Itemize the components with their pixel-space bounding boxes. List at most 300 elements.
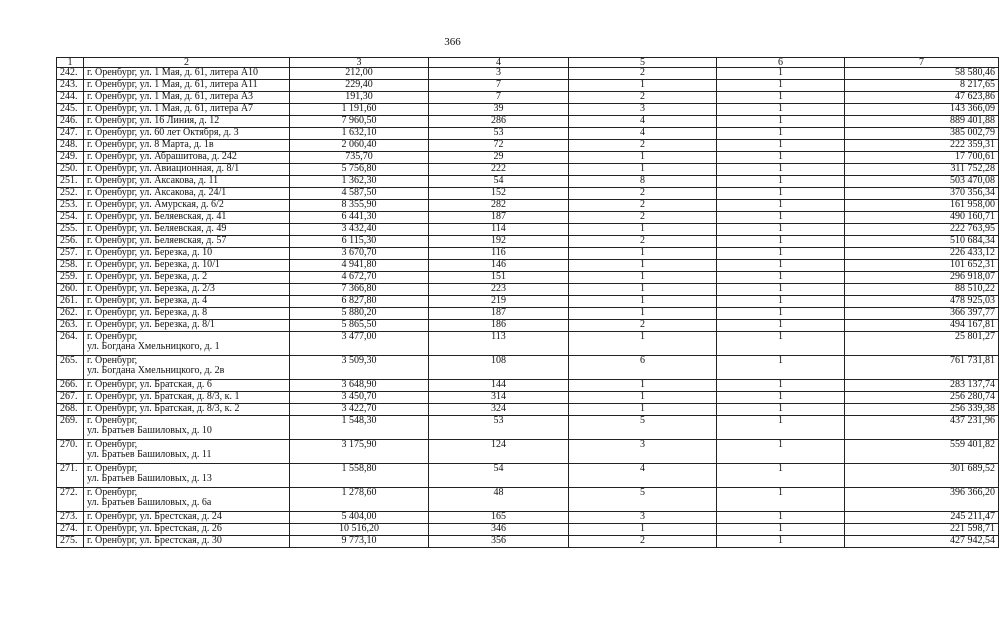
column-6-cell: 1: [717, 404, 845, 416]
column-4-cell: 165: [429, 512, 569, 524]
row-number-cell: 271.: [57, 464, 84, 488]
column-4-cell: 39: [429, 104, 569, 116]
column-7-cell: 370 356,34: [845, 188, 999, 200]
column-3-cell: 3 477,00: [290, 332, 429, 356]
column-7-cell: 301 689,52: [845, 464, 999, 488]
column-5-cell: 2: [569, 320, 717, 332]
address-cell: [84, 260, 290, 272]
row-number-cell: 272.: [57, 488, 84, 512]
column-3-cell: 4 587,50: [290, 188, 429, 200]
address-line: г. Оренбург, ул. Брестская, д. 26: [87, 523, 222, 534]
address-line: г. Оренбург, ул. Аксакова, д. 24/1: [87, 187, 227, 198]
row-number-cell: 252.: [57, 188, 84, 200]
column-3-cell: 1 278,60: [290, 488, 429, 512]
column-6-cell: 1: [717, 92, 845, 104]
address-cell: [84, 440, 290, 464]
column-3-cell: 6 115,30: [290, 236, 429, 248]
address-line: г. Оренбург, ул. Березка, д. 2: [87, 271, 208, 282]
column-5-cell: 2: [569, 140, 717, 152]
column-7-cell: 25 801,27: [845, 332, 999, 356]
page-number: 366: [444, 36, 461, 48]
column-5-cell: 5: [569, 416, 717, 440]
row-number-cell: 243.: [57, 80, 84, 92]
column-number-header-row: [57, 58, 999, 68]
column-3-cell: 735,70: [290, 152, 429, 164]
column-3-cell: 3 450,70: [290, 392, 429, 404]
address-line: ул. Богдана Хмельницкого, д. 2в: [87, 365, 225, 376]
address-line: г. Оренбург, ул. Березка, д. 2/3: [87, 283, 215, 294]
table-row: [57, 116, 999, 128]
address-cell: [84, 224, 290, 236]
column-3-cell: 9 773,10: [290, 536, 429, 548]
column-6-cell: 1: [717, 272, 845, 284]
column-6-cell: 1: [717, 464, 845, 488]
column-4-cell: 7: [429, 80, 569, 92]
column-3-cell: 4 941,80: [290, 260, 429, 272]
column-5-cell: 3: [569, 440, 717, 464]
address-line: г. Оренбург, ул. 1 Мая, д. 61, литера А3: [87, 91, 254, 102]
address-cell: [84, 212, 290, 224]
column-7-cell: 58 580,46: [845, 68, 999, 80]
address-line: г. Оренбург, ул. Беляевская, д. 49: [87, 223, 227, 234]
table-row: [57, 380, 999, 392]
row-number-cell: 261.: [57, 296, 84, 308]
column-3-cell: 5 880,20: [290, 308, 429, 320]
row-number-cell: 270.: [57, 440, 84, 464]
column-header: 5: [569, 58, 717, 68]
table-row: [57, 68, 999, 80]
column-5-cell: 1: [569, 164, 717, 176]
row-number-cell: 266.: [57, 380, 84, 392]
table-row: [57, 212, 999, 224]
address-cell: [84, 380, 290, 392]
column-5-cell: 1: [569, 224, 717, 236]
column-3-cell: 212,00: [290, 68, 429, 80]
column-4-cell: 219: [429, 296, 569, 308]
address-line: г. Оренбург, ул. Брестская, д. 30: [87, 535, 222, 546]
column-4-cell: 144: [429, 380, 569, 392]
address-cell: [84, 116, 290, 128]
row-number-cell: 275.: [57, 536, 84, 548]
column-6-cell: 1: [717, 224, 845, 236]
address-cell: [84, 284, 290, 296]
table-row: [57, 260, 999, 272]
address-cell: [84, 332, 290, 356]
address-cell: [84, 140, 290, 152]
column-5-cell: 4: [569, 128, 717, 140]
address-cell: [84, 404, 290, 416]
column-5-cell: 2: [569, 236, 717, 248]
column-5-cell: 2: [569, 212, 717, 224]
row-number-cell: 246.: [57, 116, 84, 128]
column-5-cell: 4: [569, 464, 717, 488]
column-7-cell: 889 401,88: [845, 116, 999, 128]
column-header: 4: [429, 58, 569, 68]
column-3-cell: 10 516,20: [290, 524, 429, 536]
table-row: [57, 80, 999, 92]
column-6-cell: 1: [717, 308, 845, 320]
column-3-cell: 5 756,80: [290, 164, 429, 176]
address-line: г. Оренбург,: [87, 463, 138, 474]
table-row: [57, 104, 999, 116]
address-line: г. Оренбург,: [87, 355, 138, 366]
column-5-cell: 1: [569, 404, 717, 416]
column-5-cell: 1: [569, 272, 717, 284]
column-3-cell: 8 355,90: [290, 200, 429, 212]
column-5-cell: 1: [569, 248, 717, 260]
address-line: г. Оренбург, ул. Брестская, д. 24: [87, 511, 222, 522]
address-line: г. Оренбург, ул. Березка, д. 8: [87, 307, 208, 318]
address-cell: [84, 128, 290, 140]
address-line: ул. Братьев Башиловых, д. 13: [87, 473, 212, 484]
column-4-cell: 187: [429, 212, 569, 224]
column-7-cell: 226 433,12: [845, 248, 999, 260]
column-7-cell: 256 280,74: [845, 392, 999, 404]
address-line: г. Оренбург, ул. Абрашитова, д. 242: [87, 151, 237, 162]
table-row: [57, 536, 999, 548]
row-number-cell: 249.: [57, 152, 84, 164]
table-row: [57, 392, 999, 404]
column-3-cell: 229,40: [290, 80, 429, 92]
column-6-cell: 1: [717, 188, 845, 200]
column-5-cell: 1: [569, 524, 717, 536]
column-4-cell: 48: [429, 488, 569, 512]
column-4-cell: 151: [429, 272, 569, 284]
column-4-cell: 54: [429, 176, 569, 188]
address-line: г. Оренбург, ул. Беляевская, д. 57: [87, 235, 227, 246]
column-4-cell: 3: [429, 68, 569, 80]
table-row: [57, 512, 999, 524]
table-row: [57, 464, 999, 488]
column-4-cell: 192: [429, 236, 569, 248]
address-cell: [84, 392, 290, 404]
address-cell: [84, 488, 290, 512]
column-3-cell: 6 441,30: [290, 212, 429, 224]
column-6-cell: 1: [717, 176, 845, 188]
column-4-cell: 146: [429, 260, 569, 272]
table-row: [57, 296, 999, 308]
column-6-cell: 1: [717, 512, 845, 524]
row-number-cell: 248.: [57, 140, 84, 152]
column-3-cell: 3 175,90: [290, 440, 429, 464]
column-6-cell: 1: [717, 320, 845, 332]
column-3-cell: 6 827,80: [290, 296, 429, 308]
table-row: [57, 356, 999, 380]
column-5-cell: 4: [569, 116, 717, 128]
column-3-cell: 4 672,70: [290, 272, 429, 284]
column-header: 3: [290, 58, 429, 68]
address-cell: [84, 200, 290, 212]
address-line: ул. Братьев Башиловых, д. 10: [87, 425, 212, 436]
table-row: [57, 284, 999, 296]
address-cell: [84, 524, 290, 536]
column-4-cell: 282: [429, 200, 569, 212]
address-cell: [84, 152, 290, 164]
address-cell: [84, 296, 290, 308]
column-3-cell: 7 366,80: [290, 284, 429, 296]
address-cell: [84, 164, 290, 176]
column-3-cell: 1 632,10: [290, 128, 429, 140]
column-4-cell: 124: [429, 440, 569, 464]
column-4-cell: 222: [429, 164, 569, 176]
table-row: [57, 200, 999, 212]
column-4-cell: 324: [429, 404, 569, 416]
column-header: 6: [717, 58, 845, 68]
column-5-cell: 1: [569, 152, 717, 164]
address-cell: [84, 92, 290, 104]
row-number-cell: 245.: [57, 104, 84, 116]
column-7-cell: 222 763,95: [845, 224, 999, 236]
address-line: г. Оренбург, ул. Братская, д. 6: [87, 379, 212, 390]
column-3-cell: 191,30: [290, 92, 429, 104]
address-line: г. Оренбург, ул. 1 Мая, д. 61, литера А7: [87, 103, 254, 114]
row-number-cell: 259.: [57, 272, 84, 284]
column-7-cell: 510 684,34: [845, 236, 999, 248]
column-7-cell: 503 470,08: [845, 176, 999, 188]
address-line: г. Оренбург, ул. 60 лет Октября, д. 3: [87, 127, 239, 138]
column-6-cell: 1: [717, 128, 845, 140]
column-7-cell: 256 339,38: [845, 404, 999, 416]
column-6-cell: 1: [717, 248, 845, 260]
column-5-cell: 3: [569, 104, 717, 116]
table-row: [57, 524, 999, 536]
address-cell: [84, 464, 290, 488]
row-number-cell: 257.: [57, 248, 84, 260]
column-7-cell: 245 211,47: [845, 512, 999, 524]
table-row: [57, 164, 999, 176]
column-4-cell: 53: [429, 128, 569, 140]
column-7-cell: 427 942,54: [845, 536, 999, 548]
column-5-cell: 8: [569, 176, 717, 188]
row-number-cell: 254.: [57, 212, 84, 224]
table-body: [57, 58, 999, 548]
column-7-cell: 143 366,09: [845, 104, 999, 116]
column-5-cell: 2: [569, 188, 717, 200]
table-row: [57, 128, 999, 140]
row-number-cell: 251.: [57, 176, 84, 188]
address-line: г. Оренбург, ул. Авиационная, д. 8/1: [87, 163, 240, 174]
column-7-cell: 478 925,03: [845, 296, 999, 308]
column-4-cell: 314: [429, 392, 569, 404]
column-5-cell: 5: [569, 488, 717, 512]
column-4-cell: 7: [429, 92, 569, 104]
column-6-cell: 1: [717, 152, 845, 164]
column-6-cell: 1: [717, 296, 845, 308]
column-header: 7: [845, 58, 999, 68]
row-number-cell: 264.: [57, 332, 84, 356]
column-3-cell: 7 960,50: [290, 116, 429, 128]
column-7-cell: 47 623,86: [845, 92, 999, 104]
column-7-cell: 88 510,22: [845, 284, 999, 296]
column-7-cell: 437 231,96: [845, 416, 999, 440]
address-line: г. Оренбург, ул. Березка, д. 10: [87, 247, 213, 258]
row-number-cell: 247.: [57, 128, 84, 140]
column-5-cell: 2: [569, 536, 717, 548]
table-row: [57, 248, 999, 260]
table-row: [57, 440, 999, 464]
address-line: г. Оренбург, ул. 1 Мая, д. 61, литера А11: [87, 79, 258, 90]
column-4-cell: 114: [429, 224, 569, 236]
column-4-cell: 53: [429, 416, 569, 440]
address-line: г. Оренбург,: [87, 439, 138, 450]
row-number-cell: 265.: [57, 356, 84, 380]
column-5-cell: 2: [569, 200, 717, 212]
address-line: г. Оренбург, ул. 1 Мая, д. 61, литера А10: [87, 67, 259, 78]
column-4-cell: 113: [429, 332, 569, 356]
column-6-cell: 1: [717, 104, 845, 116]
table-row: [57, 332, 999, 356]
row-number-cell: 242.: [57, 68, 84, 80]
table-row: [57, 224, 999, 236]
row-number-cell: 250.: [57, 164, 84, 176]
column-6-cell: 1: [717, 80, 845, 92]
column-6-cell: 1: [717, 212, 845, 224]
column-6-cell: 1: [717, 524, 845, 536]
column-4-cell: 356: [429, 536, 569, 548]
address-line: г. Оренбург, ул. Братская, д. 8/3, к. 1: [87, 391, 240, 402]
address-cell: [84, 248, 290, 260]
column-5-cell: 1: [569, 308, 717, 320]
table-row: [57, 320, 999, 332]
column-4-cell: 108: [429, 356, 569, 380]
row-number-cell: 273.: [57, 512, 84, 524]
address-line: г. Оренбург, ул. 16 Линия, д. 12: [87, 115, 220, 126]
row-number-cell: 260.: [57, 284, 84, 296]
column-6-cell: 1: [717, 200, 845, 212]
address-line: г. Оренбург, ул. Братская, д. 8/3, к. 2: [87, 403, 240, 414]
column-5-cell: 2: [569, 92, 717, 104]
row-number-cell: 267.: [57, 392, 84, 404]
address-cell: [84, 80, 290, 92]
column-6-cell: 1: [717, 260, 845, 272]
column-5-cell: 1: [569, 392, 717, 404]
column-5-cell: 6: [569, 356, 717, 380]
table-row: [57, 308, 999, 320]
column-3-cell: 2 060,40: [290, 140, 429, 152]
row-number-cell: 262.: [57, 308, 84, 320]
table-row: [57, 176, 999, 188]
address-line: ул. Братьев Башиловых, д. 11: [87, 449, 212, 460]
row-number-cell: 263.: [57, 320, 84, 332]
column-6-cell: 1: [717, 356, 845, 380]
address-line: г. Оренбург,: [87, 331, 138, 342]
column-7-cell: 559 401,82: [845, 440, 999, 464]
column-7-cell: 8 217,65: [845, 80, 999, 92]
column-3-cell: 1 191,60: [290, 104, 429, 116]
address-line: г. Оренбург, ул. Амурская, д. 6/2: [87, 199, 224, 210]
address-cell: [84, 416, 290, 440]
column-5-cell: 1: [569, 284, 717, 296]
row-number-cell: 269.: [57, 416, 84, 440]
row-number-cell: 268.: [57, 404, 84, 416]
column-5-cell: 1: [569, 260, 717, 272]
column-3-cell: 3 670,70: [290, 248, 429, 260]
address-cell: [84, 536, 290, 548]
address-line: г. Оренбург, ул. Аксакова, д. 11: [87, 175, 219, 186]
column-4-cell: 286: [429, 116, 569, 128]
column-7-cell: 494 167,81: [845, 320, 999, 332]
column-7-cell: 101 652,31: [845, 260, 999, 272]
address-cell: [84, 512, 290, 524]
column-3-cell: 3 422,70: [290, 404, 429, 416]
address-line: г. Оренбург, ул. Беляевская, д. 41: [87, 211, 227, 222]
column-3-cell: 5 404,00: [290, 512, 429, 524]
address-cell: [84, 308, 290, 320]
address-line: г. Оренбург,: [87, 415, 138, 426]
table-row: [57, 236, 999, 248]
column-7-cell: 366 397,77: [845, 308, 999, 320]
column-5-cell: 2: [569, 68, 717, 80]
column-7-cell: 396 366,20: [845, 488, 999, 512]
column-6-cell: 1: [717, 68, 845, 80]
column-4-cell: 72: [429, 140, 569, 152]
column-7-cell: 311 752,28: [845, 164, 999, 176]
column-7-cell: 490 160,71: [845, 212, 999, 224]
row-number-cell: 255.: [57, 224, 84, 236]
column-4-cell: 116: [429, 248, 569, 260]
column-4-cell: 54: [429, 464, 569, 488]
column-7-cell: 385 002,79: [845, 128, 999, 140]
column-3-cell: 1 548,30: [290, 416, 429, 440]
table-row: [57, 404, 999, 416]
column-5-cell: 1: [569, 80, 717, 92]
row-number-cell: 244.: [57, 92, 84, 104]
column-6-cell: 1: [717, 488, 845, 512]
row-number-cell: 253.: [57, 200, 84, 212]
address-line: г. Оренбург,: [87, 487, 138, 498]
column-6-cell: 1: [717, 392, 845, 404]
column-7-cell: 761 731,81: [845, 356, 999, 380]
column-5-cell: 1: [569, 380, 717, 392]
table-row: [57, 272, 999, 284]
address-line: ул. Братьев Башиловых, д. 6а: [87, 497, 212, 508]
table-row: [57, 152, 999, 164]
table-row: [57, 92, 999, 104]
address-line: г. Оренбург, ул. 8 Марта, д. 1в: [87, 139, 214, 150]
address-line: г. Оренбург, ул. Березка, д. 4: [87, 295, 208, 306]
column-3-cell: 3 509,30: [290, 356, 429, 380]
column-3-cell: 5 865,50: [290, 320, 429, 332]
address-cell: [84, 188, 290, 200]
column-4-cell: 187: [429, 308, 569, 320]
column-4-cell: 152: [429, 188, 569, 200]
column-5-cell: 1: [569, 332, 717, 356]
address-line: г. Оренбург, ул. Березка, д. 8/1: [87, 319, 215, 330]
address-cell: [84, 68, 290, 80]
address-cell: [84, 356, 290, 380]
column-header: 2: [84, 58, 290, 68]
column-6-cell: 1: [717, 440, 845, 464]
column-3-cell: 1 362,30: [290, 176, 429, 188]
address-line: г. Оренбург, ул. Березка, д. 10/1: [87, 259, 220, 270]
column-6-cell: 1: [717, 536, 845, 548]
column-6-cell: 1: [717, 140, 845, 152]
column-3-cell: 3 432,40: [290, 224, 429, 236]
row-number-cell: 258.: [57, 260, 84, 272]
address-cell: [84, 236, 290, 248]
column-6-cell: 1: [717, 164, 845, 176]
table-row: [57, 488, 999, 512]
column-7-cell: 222 359,31: [845, 140, 999, 152]
column-6-cell: 1: [717, 332, 845, 356]
column-6-cell: 1: [717, 236, 845, 248]
address-line: ул. Богдана Хмельницкого, д. 1: [87, 341, 220, 352]
column-7-cell: 17 700,61: [845, 152, 999, 164]
row-number-cell: 256.: [57, 236, 84, 248]
column-3-cell: 3 648,90: [290, 380, 429, 392]
column-4-cell: 223: [429, 284, 569, 296]
column-6-cell: 1: [717, 380, 845, 392]
